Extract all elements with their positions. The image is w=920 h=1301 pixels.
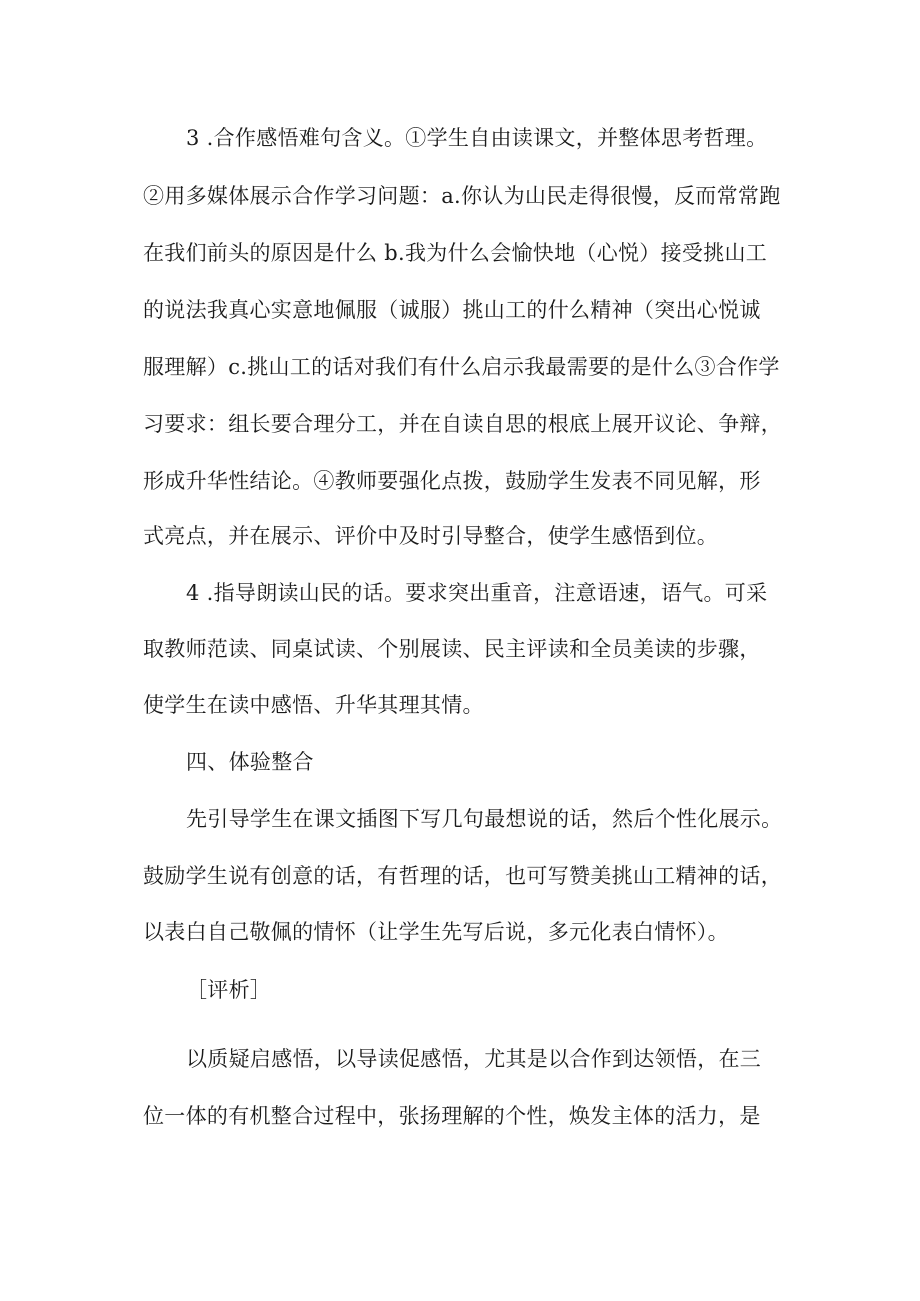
section-heading: 四、体验整合	[186, 750, 314, 774]
paragraph-line: 以质疑启感悟，以导读促感悟，尤其是以合作到达领悟，在三	[186, 1047, 762, 1071]
paragraph-line: 位一体的有机整合过程中，张扬理解的个性，焕发主体的活力，是	[143, 1104, 761, 1128]
paragraph-line: 习要求：组长要合理分工，并在自读自思的根底上展开议论、争辩，	[143, 412, 782, 436]
paragraph-line: 的说法我真心实意地佩服（诚服）挑山工的什么精神（突出心悦诚	[143, 298, 761, 322]
section-heading: ［评析］	[186, 978, 272, 1002]
paragraph-line: 先引导学生在课文插图下写几句最想说的话，然后个性化展示。	[186, 807, 783, 831]
paragraph-line: 鼓励学生说有创意的话，有哲理的话，也可写赞美挑山工精神的话，	[143, 864, 782, 888]
paragraph-line: 形成升华性结论。④教师要强化点拨，鼓励学生发表不同见解，形	[143, 469, 761, 493]
paragraph-line: 使学生在读中感悟、升华其理其情。	[143, 693, 484, 717]
paragraph-line: 在我们前头的原因是什么 b.我为什么会愉快地（心悦）接受挑山工	[143, 241, 768, 265]
paragraph-line: 4 .指导朗读山民的话。要求突出重音，注意语速，语气。可采	[186, 581, 768, 605]
paragraph-line: 3 .合作感悟难句含义。①学生自由读课文，并整体思考哲理。	[186, 126, 768, 150]
paragraph-line: 服理解）c.挑山工的话对我们有什么启示我最需要的是什么③合作学	[143, 355, 780, 379]
paragraph-line: ②用多媒体展示合作学习问题：a.你认为山民走得很慢，反而常常跑	[143, 184, 781, 208]
paragraph-line: 式亮点，并在展示、评价中及时引导整合，使学生感悟到位。	[143, 524, 719, 548]
paragraph-line: 取教师范读、同桌试读、个别展读、民主评读和全员美读的步骤，	[143, 637, 761, 661]
paragraph-line: 以表白自己敬佩的情怀（让学生先写后说，多元化表白情怀）。	[143, 920, 729, 944]
